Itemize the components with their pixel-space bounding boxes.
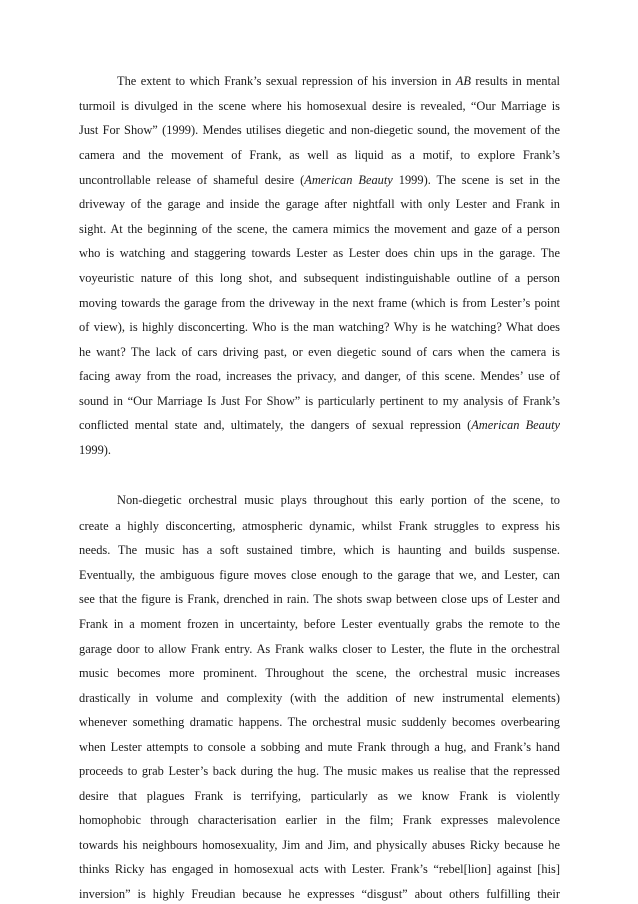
paragraph-2-line: homophobic through characterisation earlier in the film; Frank expresses malevolence: [79, 812, 560, 827]
paragraph-2-line: when Lester attempts to console a sobbing and mute Frank through a hug, and Frank’s hand: [79, 739, 560, 754]
paragraph-2-line: whenever something dramatic happens. The orchestral music suddenly becomes overbearing: [79, 714, 560, 729]
paragraph-1-line: moving towards the garage from the driveway in the next frame (which is from Lester’s point: [79, 296, 560, 311]
paragraph-2-line: proceeds to grab Lester’s back during the hug. The music makes us realise that the repressed: [79, 763, 560, 778]
paragraph-2-line: Frank in a moment frozen in uncertainty, before Lester eventually grabs the remote to the: [79, 616, 560, 631]
paragraph-1-line: conflicted mental state and, ultimately, the dangers of sexual repression (American Beauty: [79, 418, 561, 433]
paragraph-2-line: inversion” is highly Freudian because he expresses “disgust” about others fulfilling their: [79, 887, 560, 901]
paragraph-2-line: needs. The music has a soft sustained timbre, which is haunting and builds suspense.: [79, 542, 560, 557]
paragraph-2-line: drastically in volume and complexity (with the addition of new instrumental elements): [79, 690, 560, 705]
paragraph-2-line: Non-diegetic orchestral music plays throughout this early portion of the scene, to: [117, 493, 560, 508]
paragraph-2-line: Eventually, the ambiguous figure moves close enough to the garage that we, and Lester, can: [79, 567, 560, 582]
paragraph-1-line: voyeuristic nature of this long shot, and subsequent indistinguishable outline of a person: [79, 271, 560, 286]
paragraph-2-line: music becomes more prominent. Throughout the scene, the orchestral music increases: [79, 665, 560, 680]
paragraph-1-line: of view), is highly disconcerting. Who is the man watching? Why is he watching? What does: [79, 320, 560, 335]
paragraph-1-line: driveway of the garage and inside the garage after nightfall with only Lester and Frank in: [79, 197, 560, 212]
paragraph-1-line: sound in “Our Marriage Is Just For Show” is particularly pertinent to my analysis of Frank’s: [79, 394, 560, 409]
paragraph-2-line: desire that plagues Frank is terrifying, particularly as we know Frank is violently: [79, 788, 560, 803]
paragraph-2-line: see that the figure is Frank, drenched in rain. The shots swap between close ups of Lester and: [79, 591, 560, 606]
paragraph-1-line: The extent to which Frank’s sexual repression of his inversion in AB results in mental: [117, 74, 560, 88]
paragraph-1-line: sight. At the beginning of the scene, the camera mimics the movement and gaze of a person: [79, 222, 560, 237]
paragraph-1-line: he want? The lack of cars driving past, or even diegetic sound of cars when the camera is: [79, 345, 560, 360]
paragraph-1-line: Just For Show” (1999). Mendes utilises diegetic and non-diegetic sound, the movement of the: [79, 123, 560, 138]
paragraph-2-line: thinks Ricky has engaged in homosexual acts with Lester. Frank’s “rebel[lion] against [his]: [79, 861, 560, 876]
paragraph-1-line: camera and the movement of Frank, as well as liquid as a motif, to explore Frank’s: [79, 148, 560, 163]
paragraph-1-line: facing away from the road, increases the privacy, and danger, of this scene. Mendes’ use of: [79, 369, 560, 384]
paragraph-2-line: garage door to allow Frank entry. As Frank walks closer to Lester, the flute in the orchestral: [79, 641, 560, 656]
paragraph-1-line: 1999).: [79, 443, 112, 458]
paragraph-1-line: who is watching and staggering towards Lester as Lester does chin ups in the garage. The: [79, 246, 560, 261]
paragraph-2-line: create a highly disconcerting, atmospheric dynamic, whilst Frank struggles to express his: [79, 518, 560, 533]
paragraph-2-line: towards his neighbours homosexuality, Jim and Jim, and physically abuses Ricky because he: [79, 837, 560, 852]
paragraph-1-line: uncontrollable release of shameful desire (American Beauty 1999). The scene is set in the: [79, 173, 560, 188]
paragraph-1-line: turmoil is divulged in the scene where his homosexual desire is revealed, “Our Marriage is: [79, 99, 560, 113]
